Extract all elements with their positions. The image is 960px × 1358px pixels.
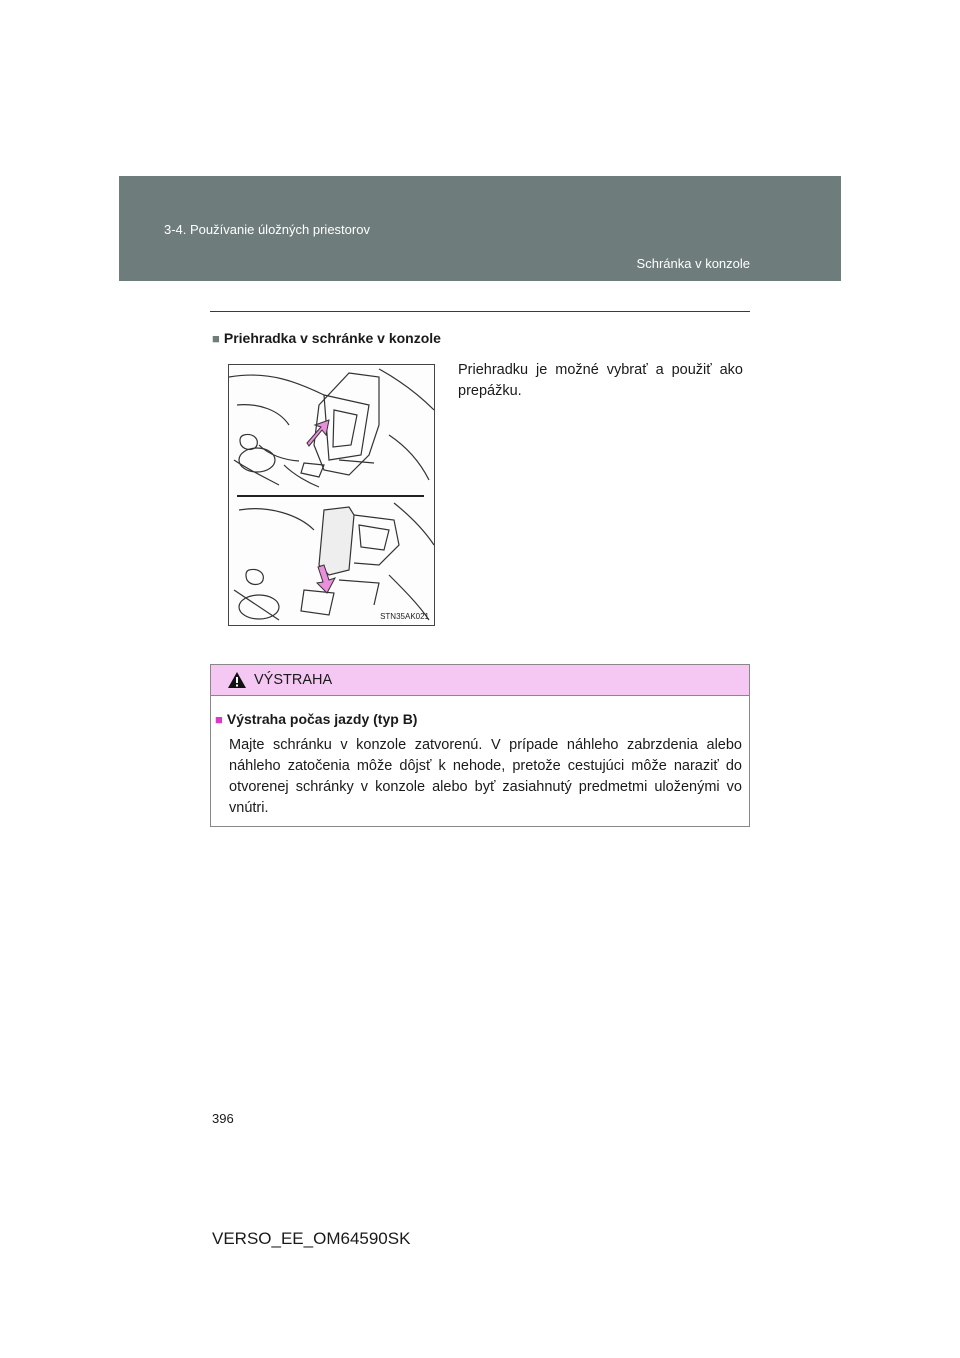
console-drawing: [229, 365, 435, 626]
page-header: [119, 176, 841, 281]
console-illustration: [228, 364, 435, 626]
warning-subheading: [215, 711, 417, 727]
warning-box: [210, 664, 750, 827]
subsection-title: Schránka v konzole: [636, 256, 750, 271]
description: Priehradku je možné vybrať a použiť ako prepážku.: [458, 362, 743, 399]
figure-code: STN35AK021: [380, 612, 429, 621]
warning-triangle-icon: [227, 671, 247, 689]
square-bullet-icon: ■: [215, 712, 223, 727]
divider: [210, 311, 750, 312]
warning-subheading-text: Výstraha počas jazdy (typ B): [226, 711, 418, 727]
warning-header: [211, 665, 749, 696]
warning-title: VÝSTRAHA: [254, 672, 333, 688]
section-heading: [212, 330, 441, 346]
square-bullet-icon: ■: [212, 331, 220, 346]
page-number: 396: [212, 1111, 234, 1126]
section-heading-text: Priehradka v schránke v konzole: [223, 330, 441, 346]
warning-text: Majte schránku v konzole zatvorenú. V prípade náhleho zabrzdenia alebo náhleho zatočenia môže dôjsť k nehode, pretože cestujúci môže naraziť do otvorenej schránky v konzole alebo byť zasiahnutý predmetmi uloženými vo vnútri.: [229, 737, 742, 816]
section-title: 3-4. Používanie úložných priestorov: [164, 222, 370, 237]
document-code: VERSO_EE_OM64590SK: [212, 1229, 411, 1248]
